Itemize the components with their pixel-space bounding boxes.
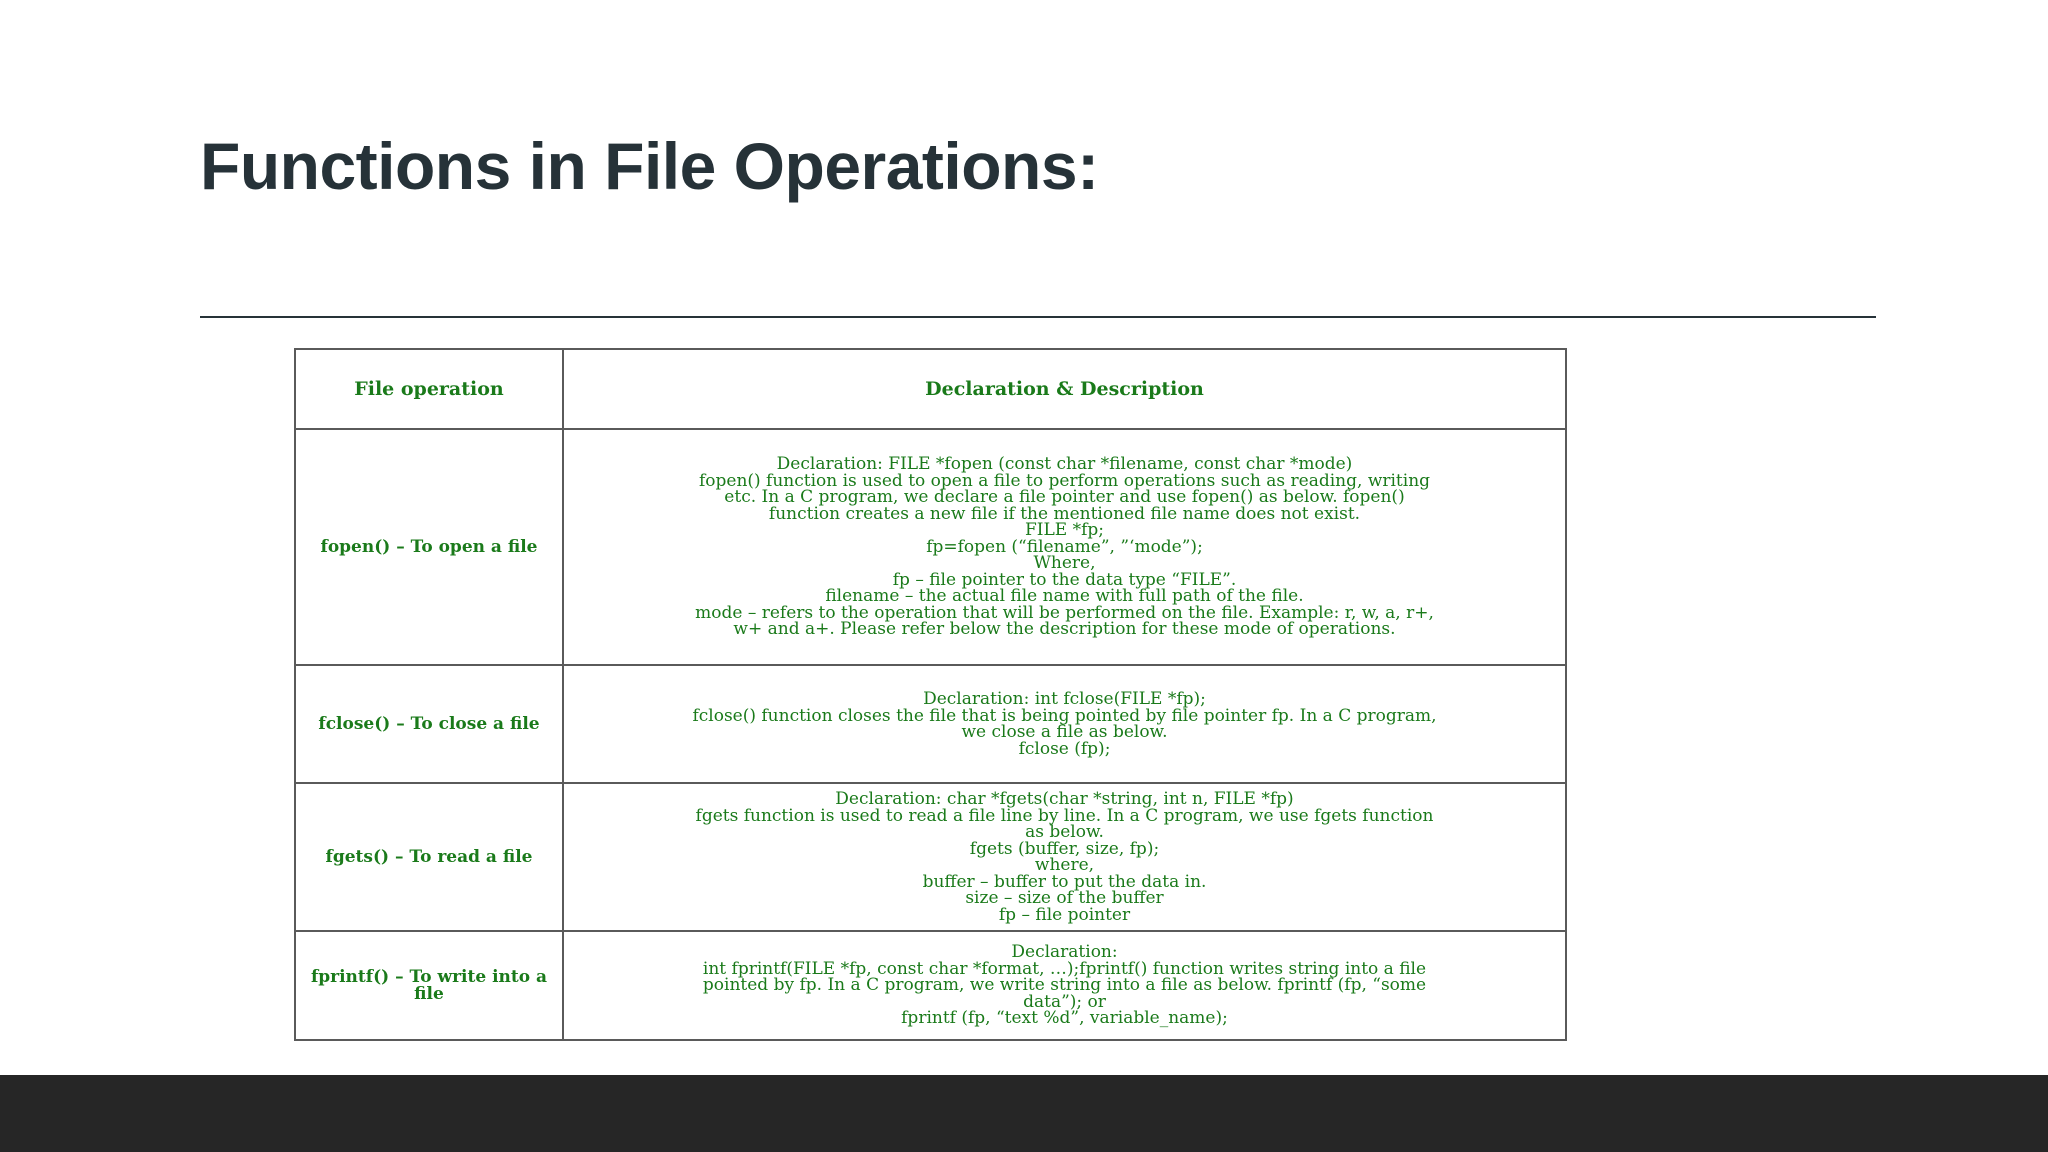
description-cell [563,429,1566,665]
description-line: etc. In a C program, we declare a file pointer and use fopen() as below. fopen() [724,487,1405,508]
description-cell [563,931,1566,1040]
table-row [295,931,1566,1040]
description-line: pointed by fp. In a C program, we write string into a file as below. fprintf (fp, “some [702,975,1427,996]
file-operations-table [294,348,1567,1041]
header-declaration-description: Declaration & Description [563,349,1566,429]
operation-cell: fopen() – To open a file [295,429,563,665]
operation-cell: fclose() – To close a file [295,665,563,783]
table-row [295,665,1566,783]
slide-title: Functions in File Operations: [200,129,1099,203]
description-line: where, [1034,855,1095,875]
description-line: fclose (fp); [1018,738,1111,759]
description-line: we close a file as below. [961,722,1168,742]
description-line: filename – the actual file name with full path of the file. [825,586,1304,607]
operation-cell: fgets() – To read a file [295,783,563,931]
header-file-operation: File operation [295,349,563,429]
description-cell [563,783,1566,931]
description-line: buffer – buffer to put the data in. [922,871,1207,892]
footer-band [0,1075,2048,1152]
description-line: Where, [1033,553,1096,574]
operation-cell: fprintf() – To write into a file [295,931,563,1040]
description-line: Declaration: char *fgets(char *string, int n, FILE *fp) [835,789,1294,809]
description-line: fp – file pointer [998,904,1131,925]
description-line: mode – refers to the operation that will be performed on the file. Example: r, w, a, r+, [695,602,1434,623]
description-line: FILE *fp; [1024,520,1104,541]
description-line: fp=fopen (“filename”, ”‘mode”); [926,536,1203,557]
description-line: fclose() function closes the file that is being pointed by file pointer fp. In a C program, [692,705,1437,726]
description-line: fgets (buffer, size, fp); [969,838,1160,859]
title-divider [200,316,1876,318]
description-line: fgets function is used to read a file line by line. In a C program, we use fgets function [695,805,1434,826]
description-line: int fprintf(FILE *fp, const char *format, …);fprintf() function writes string into a file [702,958,1427,979]
table-header-row [295,349,1566,429]
description-line: size – size of the buffer [965,888,1164,908]
table-row [295,429,1566,665]
description-line: Declaration: [1011,942,1118,963]
description-line: Declaration: int fclose(FILE *fp); [923,689,1206,709]
description-line: as below. [1025,822,1104,842]
table-row [295,783,1566,931]
description-line: fprintf (fp, “text %d”, variable_name); [901,1008,1228,1029]
description-cell [563,665,1566,783]
description-line: Declaration: FILE *fopen (const char *filename, const char *mode) [776,454,1353,475]
description-line: w+ and a+. Please refer below the description for these mode of operations. [733,619,1396,640]
description-line: data”); or [1023,991,1106,1012]
description-line: fp – file pointer to the data type “FILE”. [892,569,1237,590]
description-line: function creates a new file if the mentioned file name does not exist. [768,503,1361,524]
description-line: fopen() function is used to open a file to perform operations such as reading, writing [698,470,1431,491]
